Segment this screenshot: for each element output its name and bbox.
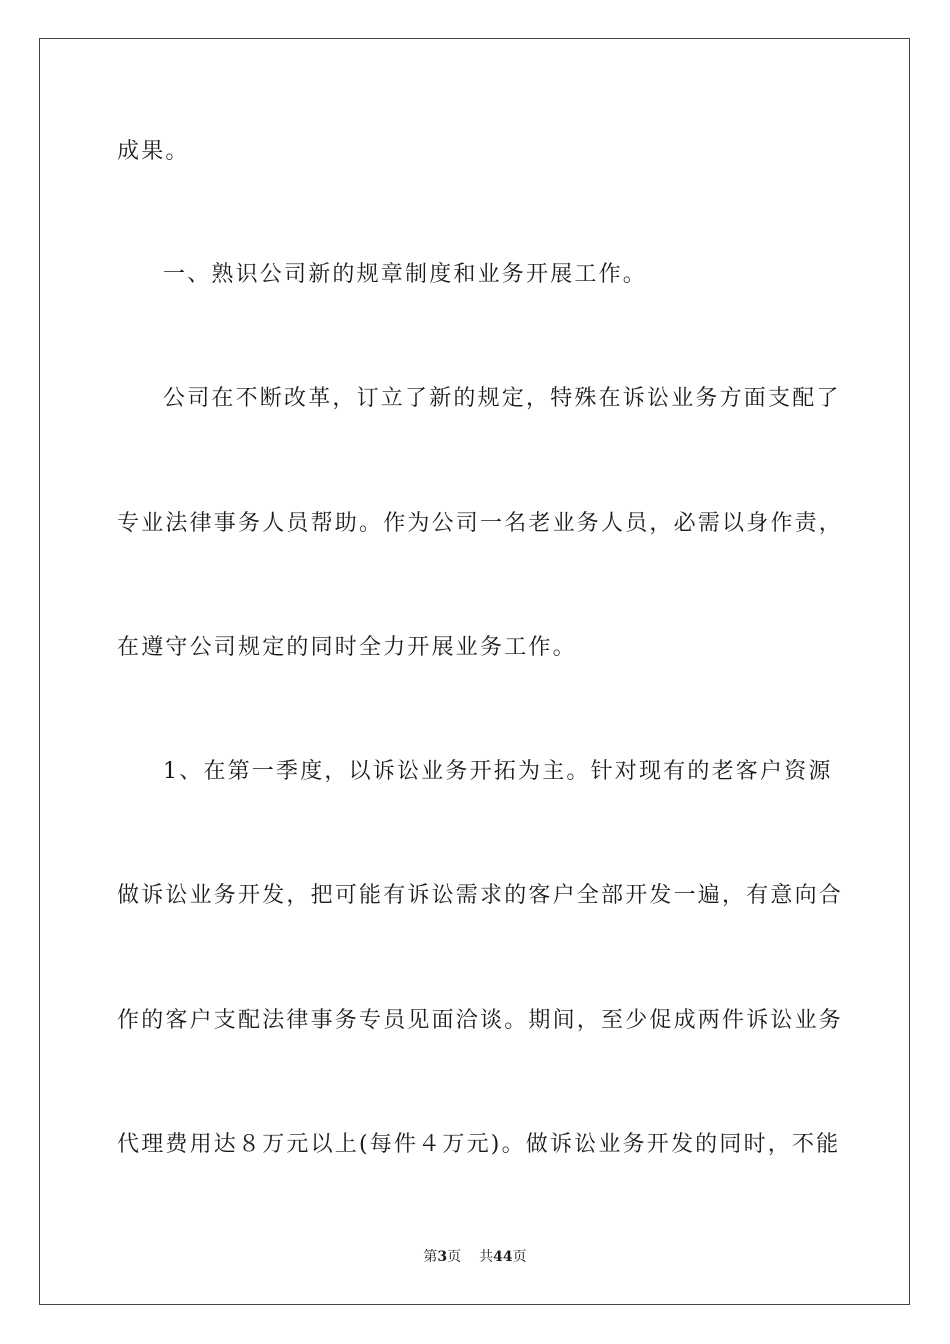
page-suffix: 页 xyxy=(447,1249,462,1265)
total-prefix: 共 xyxy=(479,1249,494,1265)
page-footer xyxy=(0,1247,950,1267)
text-line: 公司在不断改革，订立了新的规定，特殊在诉讼业务方面支配了 xyxy=(163,386,841,411)
text-line: 在遵守公司规定的同时全力开展业务工作。 xyxy=(117,635,577,660)
text-line: 作的客户支配法律事务专员见面洽谈。期间，至少促成两件诉讼业务 xyxy=(117,1008,844,1033)
page-total: 44 xyxy=(493,1249,513,1265)
page-number: 3 xyxy=(437,1249,448,1265)
text-line: 1、在第一季度，以诉讼业务开拓为主。针对现有的老客户资源 xyxy=(163,759,833,784)
text-line: 专业法律事务人员帮助。作为公司一名老业务人员，必需以身作责， xyxy=(117,511,844,536)
text-line: 成果。 xyxy=(117,139,190,164)
section-heading: 一、熟识公司新的规章制度和业务开展工作。 xyxy=(163,262,648,287)
page-border xyxy=(39,38,910,1305)
text-line: 代理费用达８万元以上(每件４万元)。做诉讼业务开发的同时，不能 xyxy=(117,1132,841,1157)
page-prefix: 第 xyxy=(423,1249,438,1265)
text-line: 做诉讼业务开发，把可能有诉讼需求的客户全部开发一遍，有意向合 xyxy=(117,883,844,908)
total-suffix: 页 xyxy=(512,1249,527,1265)
